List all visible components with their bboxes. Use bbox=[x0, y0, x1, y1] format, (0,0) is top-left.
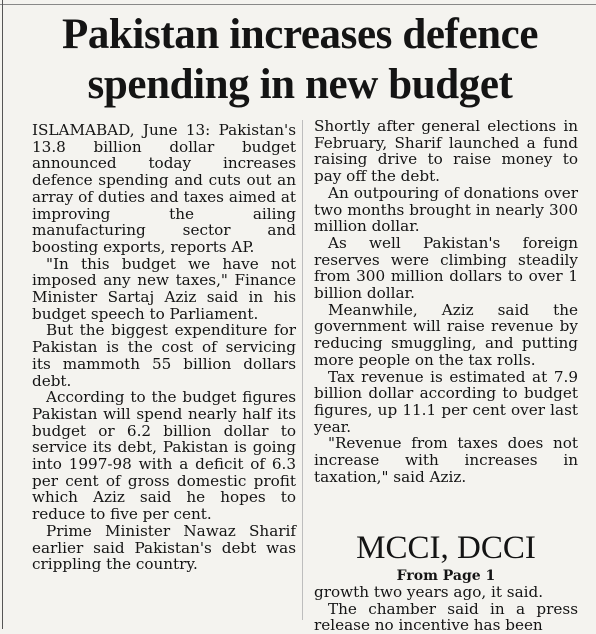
article-paragraph: ISLAMABAD, June 13: Pakistan's 13.8 billion dollar budget announced today increases defence spending and cuts out an array of duties and taxes aimed at improving the ailing manufacturing sector and boosting exports, reports AP. bbox=[32, 121, 296, 256]
right-column bbox=[314, 118, 578, 485]
article-paragraph: The chamber said in a press release no incentive has been bbox=[314, 599, 578, 634]
second-story-text bbox=[314, 584, 578, 634]
second-story-title: MCCI, DCCI bbox=[356, 530, 536, 566]
article-paragraph: Shortly after general elections in February, Sharif launched a fund raising drive to raise money to pay off the debt. bbox=[314, 117, 578, 186]
article-paragraph: Meanwhile, Aziz said the government will raise revenue by reducing smuggling, and putting more people on the tax rolls. bbox=[314, 300, 578, 369]
article-paragraph: Tax revenue is estimated at 7.9 billion dollar according to budget figures, up 11.1 per cent over last year. bbox=[314, 367, 578, 436]
jump-line: From Page 1 bbox=[396, 568, 496, 584]
column-divider bbox=[302, 120, 303, 620]
left-rule bbox=[2, 0, 3, 629]
article-paragraph: growth two years ago, it said. bbox=[314, 583, 544, 601]
article-paragraph: As well Pakistan's foreign reserves were climbing steadily from 300 million dollars to over 1 billion dollar. bbox=[314, 233, 578, 303]
article-paragraph: But the biggest expenditure for Pakistan is the cost of servicing its mammoth 55 billion dollars debt. bbox=[32, 321, 296, 390]
article-paragraph: According to the budget figures Pakistan will spend nearly half its budget or 6.2 billion dollar to service its debt, Pakistan is going into 1997-98 with a deficit of 6.3 per cent of gross domestic profit which Aziz said he hopes to reduce to five per cent. bbox=[32, 388, 296, 524]
article-paragraph: "Revenue from taxes does not increase with increases in taxation," said Aziz. bbox=[314, 434, 578, 486]
article-paragraph: An outpouring of donations over two months brought in nearly 300 million dollar. bbox=[314, 183, 578, 236]
headline: Pakistan increases defence spending in new budget bbox=[61, 11, 539, 108]
left-column bbox=[32, 122, 296, 573]
article-paragraph: Prime Minister Nawaz Sharif earlier said Pakistan's debt was crippling the country. bbox=[32, 521, 296, 574]
article-paragraph: "In this budget we have not imposed any new taxes," Finance Minister Sartaj Aziz said in his budget speech to Parliament. bbox=[32, 254, 296, 323]
top-rule bbox=[0, 4, 596, 5]
